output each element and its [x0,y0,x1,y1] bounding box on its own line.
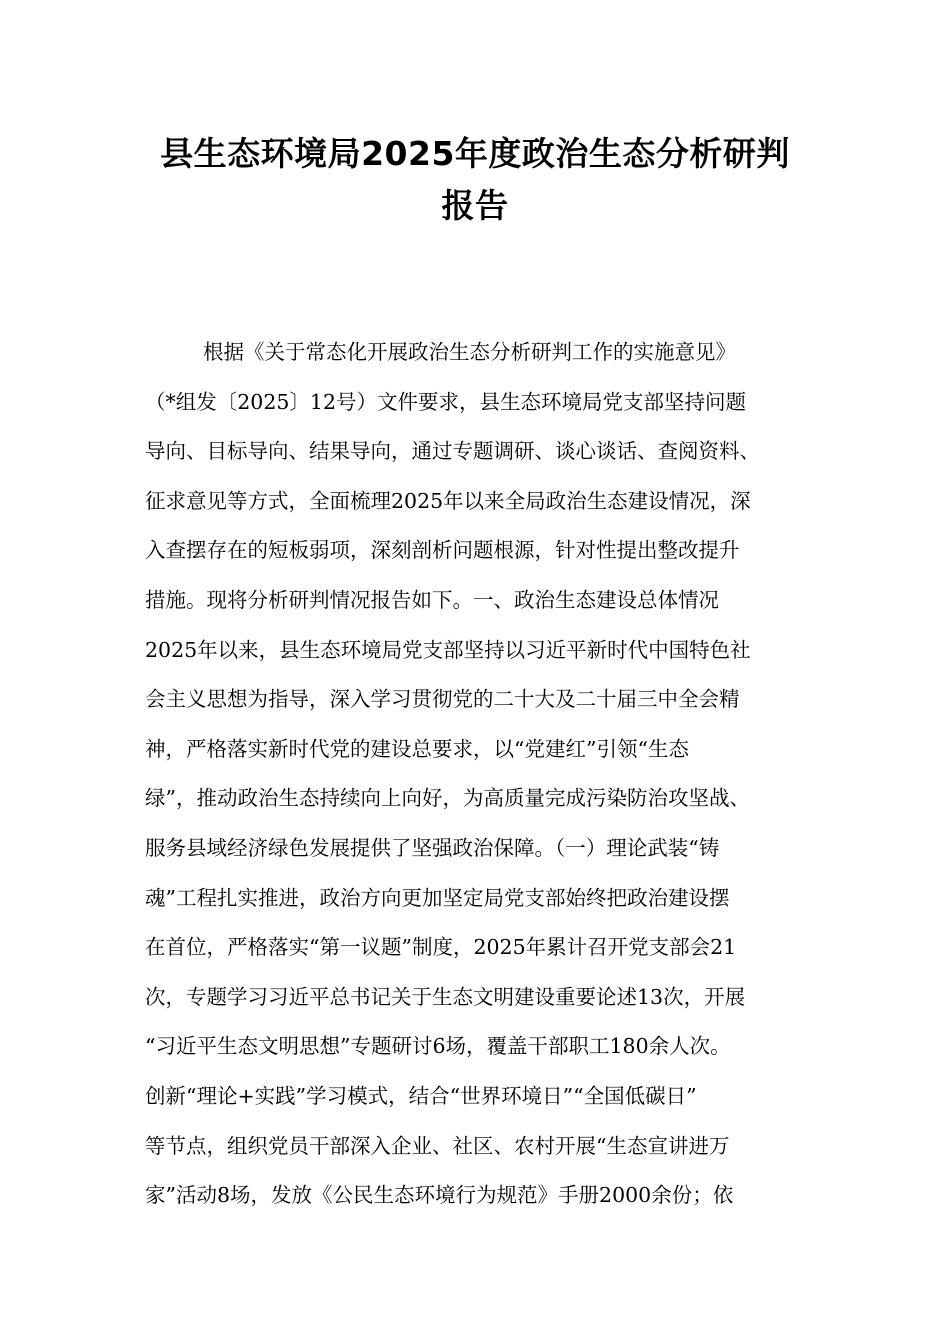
body-line: 神，严格落实新时代党的建设总要求，以“党建红”引领“生态 [145,736,689,761]
body-line: 在首位，严格落实“第一议题”制度，2025年累计召开党支部会21 [145,935,737,960]
body-line: 征求意见等方式，全面梳理2025年以来全局政治生态建设情况，深 [145,488,751,513]
body-line: 会主义思想为指导，深入学习贯彻党的二十大及二十届三中全会精 [145,687,740,712]
body-line: 创新“理论+实践”学习模式，结合“世界环境日”“全国低碳日” [145,1083,697,1108]
body-line: 服务县域经济绿色发展提供了坚强政治保障。（一）理论武装“铸 [145,835,720,860]
body-line: 根据《关于常态化开展政治生态分析研判工作的实施意见》 [203,340,736,364]
body-line: 2025年以来，县生态环境局党支部坚持以习近平新时代中国特色社 [145,637,751,662]
title-line-1: 县生态环境局2025年度政治生态分析研判 [160,134,790,173]
body-line: 入查摆存在的短板弱项，深刻剖析问题根源，针对性提出整改提升 [145,538,740,563]
document-body [145,328,825,1221]
body-line: 魂”工程扎实推进，政治方向更加坚定局党支部始终把政治建设摆 [145,885,730,910]
document-title [120,128,830,232]
body-line: “习近平生态文明思想”专题研讨6场，覆盖干部职工180余人次。 [145,1034,731,1059]
body-line: 措施。现将分析研判情况报告如下。一、政治生态建设总体情况 [145,587,719,612]
body-line: 绿”，推动政治生态持续向上向好，为高质量完成污染防治攻坚战、 [145,786,750,811]
title-line-2: 报告 [441,186,509,225]
body-line: 家”活动8场，发放《公民生态环境行为规范》手册2000余份；依 [145,1183,734,1208]
body-line: （*组发〔2025〕12号）文件要求，县生态环境局党支部坚持问题 [145,389,747,414]
body-line: 次，专题学习习近平总书记关于生态文明建设重要论述13次，开展 [145,984,746,1009]
body-line: 导向、目标导向、结果导向，通过专题调研、谈心谈话、查阅资料、 [145,439,760,464]
body-line: 等节点，组织党员干部深入企业、社区、农村开展“生态宣讲进万 [145,1133,730,1158]
